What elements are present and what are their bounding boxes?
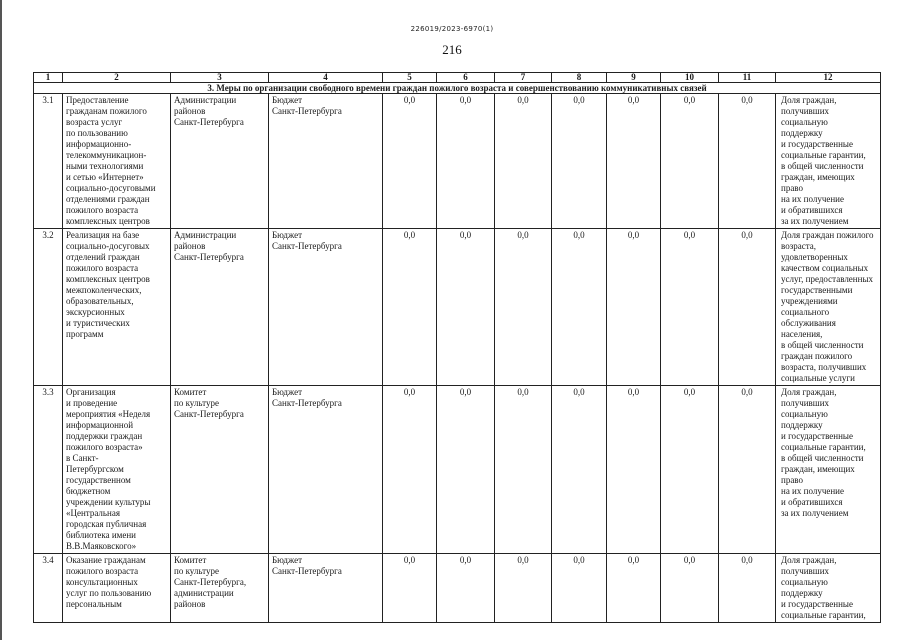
column-header: 9 — [607, 73, 661, 83]
page-number: 216 — [442, 42, 462, 57]
scan-edge-line — [0, 0, 2, 640]
target-indicator: Доля граждан, получивших социальную поддержку и государственные социальные гарантии, в общей численности граждан, имеющих право на их получение и обратившихся за их получением — [776, 94, 881, 229]
target-indicator: Доля граждан, получивших социальную поддержку и государственные социальные гарантии, в общей численности граждан, имеющих право на их получение и обратившихся за их получением — [776, 386, 881, 554]
value-cell: 0,0 — [607, 386, 661, 554]
measure-name: Предоставление гражданам пожилого возраста услуг по пользованию информационно- телекоммуникацион- ными технологиями и сетью «Интернет» социально-досуговыми отделениями граждан пожилого возраста комплексных центров — [63, 94, 171, 229]
value-cell: 0,0 — [719, 94, 776, 229]
column-header: 5 — [383, 73, 437, 83]
column-header: 2 — [63, 73, 171, 83]
measure-name: Реализация на базе социально-досуговых отделений граждан пожилого возраста комплексных центров межпоколенческих, образовательных, экскурсионных и туристических программ — [63, 229, 171, 386]
column-header: 3 — [171, 73, 269, 83]
column-number-row — [34, 73, 881, 83]
value-cell: 0,0 — [437, 386, 495, 554]
table-row — [34, 554, 881, 623]
value-cell: 0,0 — [437, 554, 495, 623]
value-cell: 0,0 — [383, 94, 437, 229]
row-number: 3.3 — [34, 386, 63, 554]
row-number: 3.1 — [34, 94, 63, 229]
value-cell: 0,0 — [661, 386, 719, 554]
table-row — [34, 386, 881, 554]
value-cell: 0,0 — [552, 554, 607, 623]
measure-name: Оказание гражданам пожилого возраста консультационных услуг по пользованию персональным — [63, 554, 171, 623]
value-cell: 0,0 — [661, 94, 719, 229]
value-cell: 0,0 — [495, 386, 552, 554]
measure-name: Организация и проведение мероприятия «Неделя информационной поддержки граждан пожилого возраста» в Санкт- Петербургском государственном бюджетном учреждении культуры «Центральная городская публичная библиотека имени В.В.Маяковского» — [63, 386, 171, 554]
value-cell: 0,0 — [607, 94, 661, 229]
column-header: 10 — [661, 73, 719, 83]
funding-source: Бюджет Санкт-Петербурга — [269, 94, 383, 229]
column-header: 8 — [552, 73, 607, 83]
value-cell: 0,0 — [495, 554, 552, 623]
column-header: 6 — [437, 73, 495, 83]
column-header: 11 — [719, 73, 776, 83]
value-cell: 0,0 — [437, 94, 495, 229]
value-cell: 0,0 — [661, 554, 719, 623]
value-cell: 0,0 — [552, 229, 607, 386]
value-cell: 0,0 — [495, 229, 552, 386]
executor: Администрации районов Санкт-Петербурга — [171, 94, 269, 229]
column-header: 12 — [776, 73, 881, 83]
value-cell: 0,0 — [383, 229, 437, 386]
column-header: 4 — [269, 73, 383, 83]
value-cell: 0,0 — [719, 386, 776, 554]
value-cell: 0,0 — [552, 386, 607, 554]
executor: Администрации районов Санкт-Петербурга — [171, 229, 269, 386]
value-cell: 0,0 — [383, 554, 437, 623]
table-row — [34, 229, 881, 386]
section-row — [34, 83, 881, 94]
column-header: 7 — [495, 73, 552, 83]
value-cell: 0,0 — [607, 554, 661, 623]
target-indicator: Доля граждан пожилого возраста, удовлетворенных качеством социальных услуг, предоставленных государственными учреждениями социального обслуживания населения, в общей численности граждан пожилого возраста, получивших социальные услуги — [776, 229, 881, 386]
program-measures-table — [33, 72, 881, 623]
target-indicator: Доля граждан, получивших социальную поддержку и государственные социальные гарантии, — [776, 554, 881, 623]
document-registration-number: 226019/2023-6970(1) — [410, 25, 494, 33]
value-cell: 0,0 — [719, 229, 776, 386]
value-cell: 0,0 — [383, 386, 437, 554]
row-number: 3.2 — [34, 229, 63, 386]
value-cell: 0,0 — [607, 229, 661, 386]
column-header: 1 — [34, 73, 63, 83]
funding-source: Бюджет Санкт-Петербурга — [269, 229, 383, 386]
funding-source: Бюджет Санкт-Петербурга — [269, 386, 383, 554]
value-cell: 0,0 — [661, 229, 719, 386]
value-cell: 0,0 — [437, 229, 495, 386]
executor: Комитет по культуре Санкт-Петербурга — [171, 386, 269, 554]
value-cell: 0,0 — [552, 94, 607, 229]
table-row — [34, 94, 881, 229]
funding-source: Бюджет Санкт-Петербурга — [269, 554, 383, 623]
section-title: 3. Меры по организации свободного времени граждан пожилого возраста и совершенствованию коммуникативных связей — [34, 83, 881, 94]
row-number: 3.4 — [34, 554, 63, 623]
value-cell: 0,0 — [719, 554, 776, 623]
executor: Комитет по культуре Санкт-Петербурга, администрации районов — [171, 554, 269, 623]
value-cell: 0,0 — [495, 94, 552, 229]
